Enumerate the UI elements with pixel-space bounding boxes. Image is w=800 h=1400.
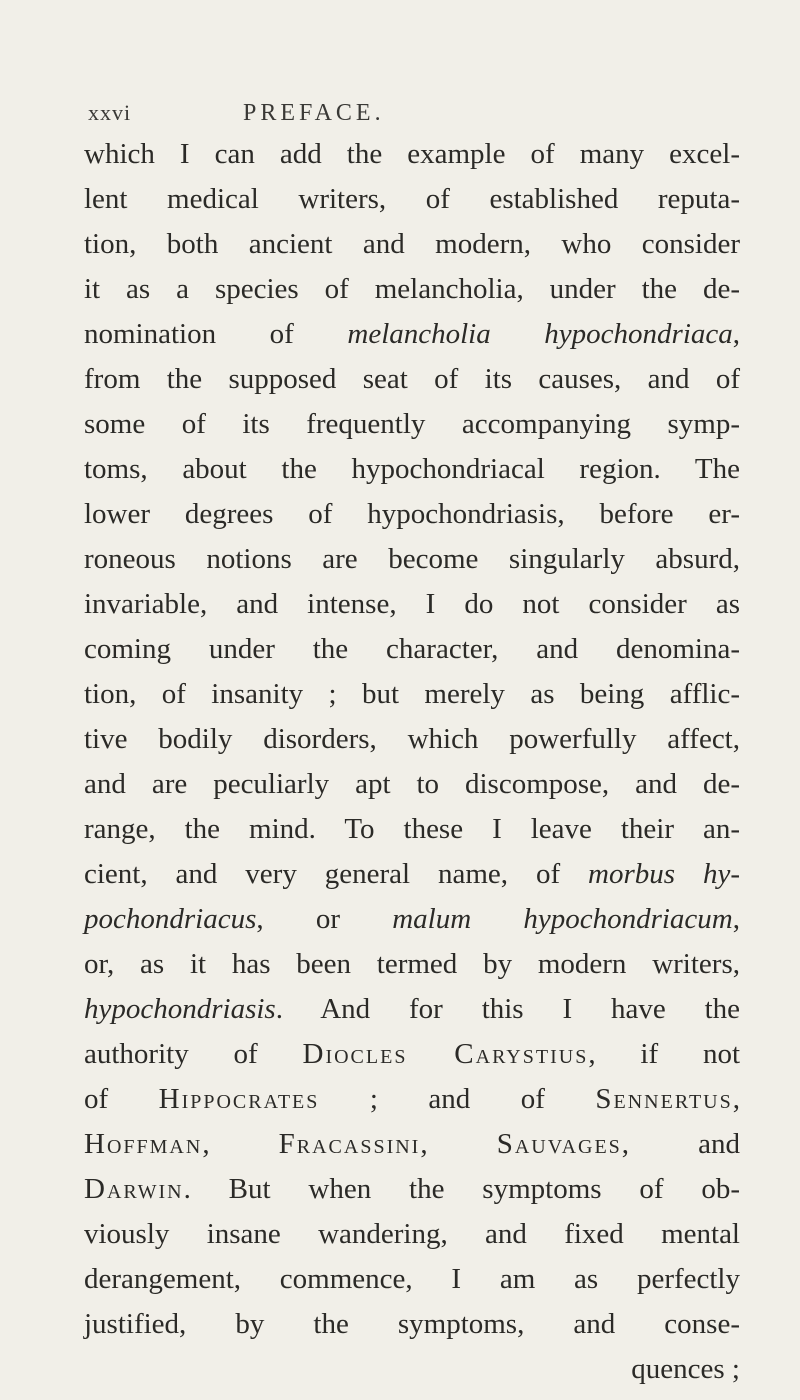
- text-line: toms, about the hypochondriacal region. The: [84, 453, 740, 485]
- latin-term: hypochondriasis: [84, 993, 276, 1025]
- text-line: lower degrees of hypochondriasis, before er-: [84, 498, 740, 530]
- author-name: Diocles Carystius: [302, 1038, 589, 1070]
- author-name: Hippocrates: [158, 1083, 320, 1115]
- text-line: some of its frequently accompanying symp-: [84, 408, 740, 440]
- page-header: [88, 100, 728, 136]
- text-line: tive bodily disorders, which powerfully affect,: [84, 723, 740, 755]
- page-number: xxvi: [88, 100, 132, 125]
- latin-term: malum hypochondriacum: [392, 903, 733, 935]
- author-name: Hoffman: [84, 1128, 203, 1160]
- author-name: Sennertus: [595, 1083, 733, 1115]
- text-line: roneous notions are become singularly absurd,: [84, 543, 740, 575]
- latin-term: pochondriacus: [84, 903, 257, 935]
- text-line: Hoffman, Fracassini, Sauvages, and: [84, 1128, 740, 1160]
- text-line: Darwin. But when the symptoms of ob-: [84, 1173, 740, 1205]
- text-line: which I can add the example of many excel-: [84, 138, 740, 170]
- text-line: from the supposed seat of its causes, and of: [84, 363, 740, 395]
- text-line: derangement, commence, I am as perfectly: [84, 1263, 740, 1295]
- latin-term: morbus hy-: [588, 858, 741, 890]
- text-line: or, as it has been termed by modern writers,: [84, 948, 740, 980]
- text-line: and are peculiarly apt to discompose, and de-: [84, 768, 740, 800]
- text-line: nomination of melancholia hypochondriaca,: [84, 318, 740, 350]
- text-line: coming under the character, and denomina-: [84, 633, 740, 665]
- text-line: pochondriacus, or malum hypochondriacum,: [84, 903, 740, 935]
- catchword-line: quences ;: [631, 1353, 740, 1385]
- text-line: range, the mind. To these I leave their an-: [84, 813, 740, 845]
- text-line: justified, by the symptoms, and conse-: [84, 1308, 740, 1340]
- text-line: cient, and very general name, of morbus hy-: [84, 858, 741, 890]
- text-line: it as a species of melancholia, under the de-: [84, 273, 740, 305]
- text-line: invariable, and intense, I do not consider as: [84, 588, 740, 620]
- text-line: lent medical writers, of established reputa-: [84, 183, 740, 215]
- text-line: tion, both ancient and modern, who consider: [84, 228, 740, 260]
- author-name: Darwin: [84, 1173, 184, 1205]
- latin-term: melancholia hypochondriaca: [347, 318, 733, 350]
- text-line: viously insane wandering, and fixed mental: [84, 1218, 740, 1250]
- running-title: PREFACE.: [243, 100, 385, 126]
- text-line: authority of Diocles Carystius, if not: [84, 1038, 740, 1070]
- author-name: Sauvages: [496, 1128, 622, 1160]
- text-line: hypochondriasis. And for this I have the: [84, 993, 740, 1025]
- text-line: of Hippocrates ; and of Sennertus,: [84, 1083, 740, 1115]
- author-name: Fracassini: [278, 1128, 421, 1160]
- text-line: tion, of insanity ; but merely as being afflic-: [84, 678, 740, 710]
